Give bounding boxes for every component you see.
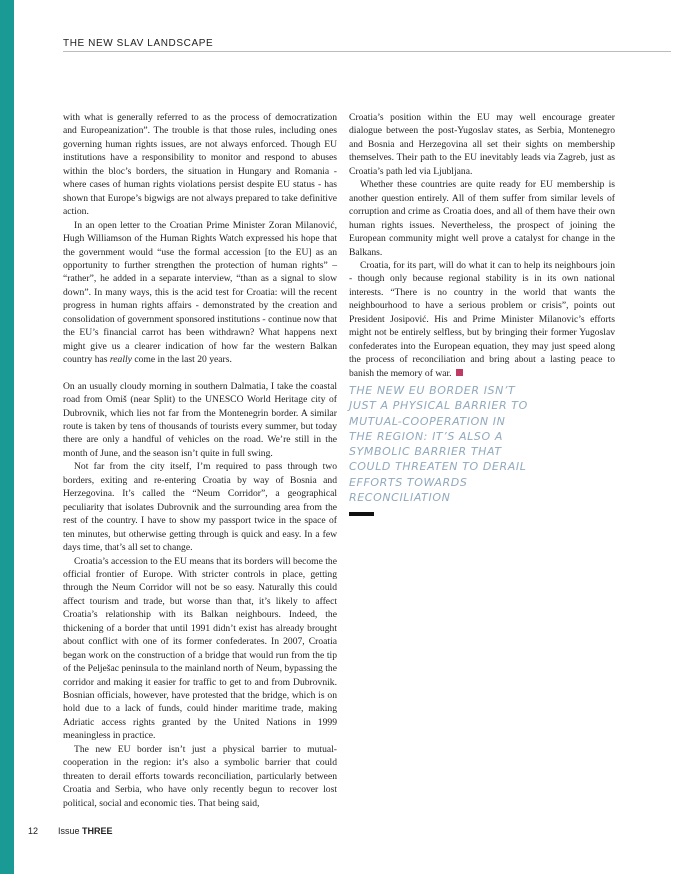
paragraph-text: In an open letter to the Croatian Prime Minister Zoran Milanović, Hugh Williamson of the Human Rights Watch expressed his hope that the government would “use the formal accession [to the EU] as an opportunity to further strengthen the protection of human rights” – “rather”, he added in a separate interview, “than as a signal to slow down”. In many ways, this is the acid test for Croatia: will the recent progress in human rights affairs - demonstrated by the creation and consolidation of government sponsored institutions - continue now that the EU’s financial carrot has been withdrawn? What happens next might give us a clearer indication of how far the western Balkan country has bbox=[63, 219, 337, 366]
accent-bar bbox=[0, 0, 14, 874]
issue-number: THREE bbox=[82, 826, 113, 836]
paragraph: Not far from the city itself, I’m required to pass through two borders, exiting and re-entering Croatia by way of Bosnia and Herzegovina. It’s called the “Neum Corridor”, a geographical peculiarity that isolates Dubrovnik and the surrounding area from the rest of the country. I have to show my passport twice in the space of ten minutes, but otherwise getting through is quick and easy. In a few days time, that’s all set to change. bbox=[63, 461, 337, 554]
end-mark-icon bbox=[456, 369, 463, 376]
page-footer bbox=[28, 826, 113, 836]
paragraph-text: come in the last 20 years. bbox=[131, 354, 232, 366]
issue-label: Issue bbox=[58, 826, 80, 836]
emphasis: really bbox=[109, 354, 132, 366]
paragraph: Whether these countries are quite ready for EU membership is another question entirely. All of them suffer from similar levels of corruption and crime as Croatia does, and all of them have their own human rights issues. Nevertheless, the prospect of joining the European community might well prove a catalyst for change in the Balkans. bbox=[349, 179, 615, 258]
paragraph bbox=[63, 219, 337, 367]
left-column bbox=[63, 111, 337, 810]
page-number: 12 bbox=[28, 826, 39, 836]
paragraph-text: Croatia, for its part, will do what it can to help its neighbours join - though only because regional stability is in its own national interests. “There is no country in the world that wants the neighbourhood to have a serious problem or crisis”, points out President Josipović. His and Prime Minister Milanovic’s efforts might not be entirely selfless, but by bringing their former Yugoslav confederates into the European equation, they may just speed along the process of reconciliation and bring about a lasting peace to banish the memory of war. bbox=[349, 259, 615, 379]
pull-quote-rule bbox=[349, 512, 374, 516]
paragraph: Croatia’s position within the EU may well encourage greater dialogue between the post-Yugoslav states, as Serbia, Montenegro and Bosnia and Herzegovina all set their sights on membership themselves. Their path to the EU inevitably leads via Zagreb, just as Croatia’s path led via Ljubljana. bbox=[349, 112, 615, 177]
pull-quote: THE NEW EU BORDER ISN’T JUST A PHYSICAL BARRIER TO MUTUAL-COOPERATION IN THE REGION: IT’S ALSO A SYMBOLIC BARRIER THAT COULD THREATEN TO DERAIL EFFORTS TOWARDS RECONCILIATION bbox=[349, 384, 528, 505]
right-column bbox=[349, 111, 615, 380]
paragraph: Croatia’s accession to the EU means that its borders will become the official frontier of Europe. With stricter controls in place, getting through the Neum Corridor will not be so easy. Naturally this could affect tourism and trade, but worse than that, it’s likely to affect Croatia’s relationship with its Balkan neighbours. Indeed, the thickening of a border that until 1991 didn’t exist has already brought about conflict with one of its former confederates. In 2007, Croatia began work on the construction of a bridge that would run from the tip of the Pelješac peninsula to the mainland north of Neum, bypassing the corridor and making it easier for traffic to get to and from Dubrovnik. Bosnian officials, however, have protested that the bridge, which is on hold due to a lack of funds, could hinder maritime trade, making Adriatic access rights granted by the United Nations in 1999 meaningless in practice. bbox=[63, 555, 337, 742]
paragraph: The new EU border isn’t just a physical barrier to mutual-cooperation in the region: it’s also a symbolic barrier that could threaten to derail efforts towards reconciliation, particularly between Croatia and Serbia, who have only recently begun to recover lost political, social and economic ties. That being said, bbox=[63, 743, 337, 809]
paragraph bbox=[349, 259, 615, 380]
paragraph: On an usually cloudy morning in southern Dalmatia, I take the coastal road from Omiš (near Split) to the UNESCO World Heritage city of Dubrovnik, which lies not far from the Montenegrin border. A similar route is taken by tens of thousands of tourists every summer, but today there are only a handful of vehicles on the road. We’re still in the month of June, and the season isn’t quite in full swing. bbox=[63, 380, 337, 459]
running-header: THE NEW SLAV LANDSCAPE bbox=[63, 38, 214, 49]
header-rule bbox=[63, 51, 671, 52]
paragraph: with what is generally referred to as the process of democratization and Europeanization”. The trouble is that those rules, including ones governing human rights issues, are not always enforced. Though EU institutions have a responsibility to monitor and respond to abuses within the bloc’s borders, the situation in Hungary and Romania - where cases of human rights violations persist despite EU status - has shown that Europe’s bigwigs are not always prepared to take definitive action. bbox=[63, 112, 337, 218]
